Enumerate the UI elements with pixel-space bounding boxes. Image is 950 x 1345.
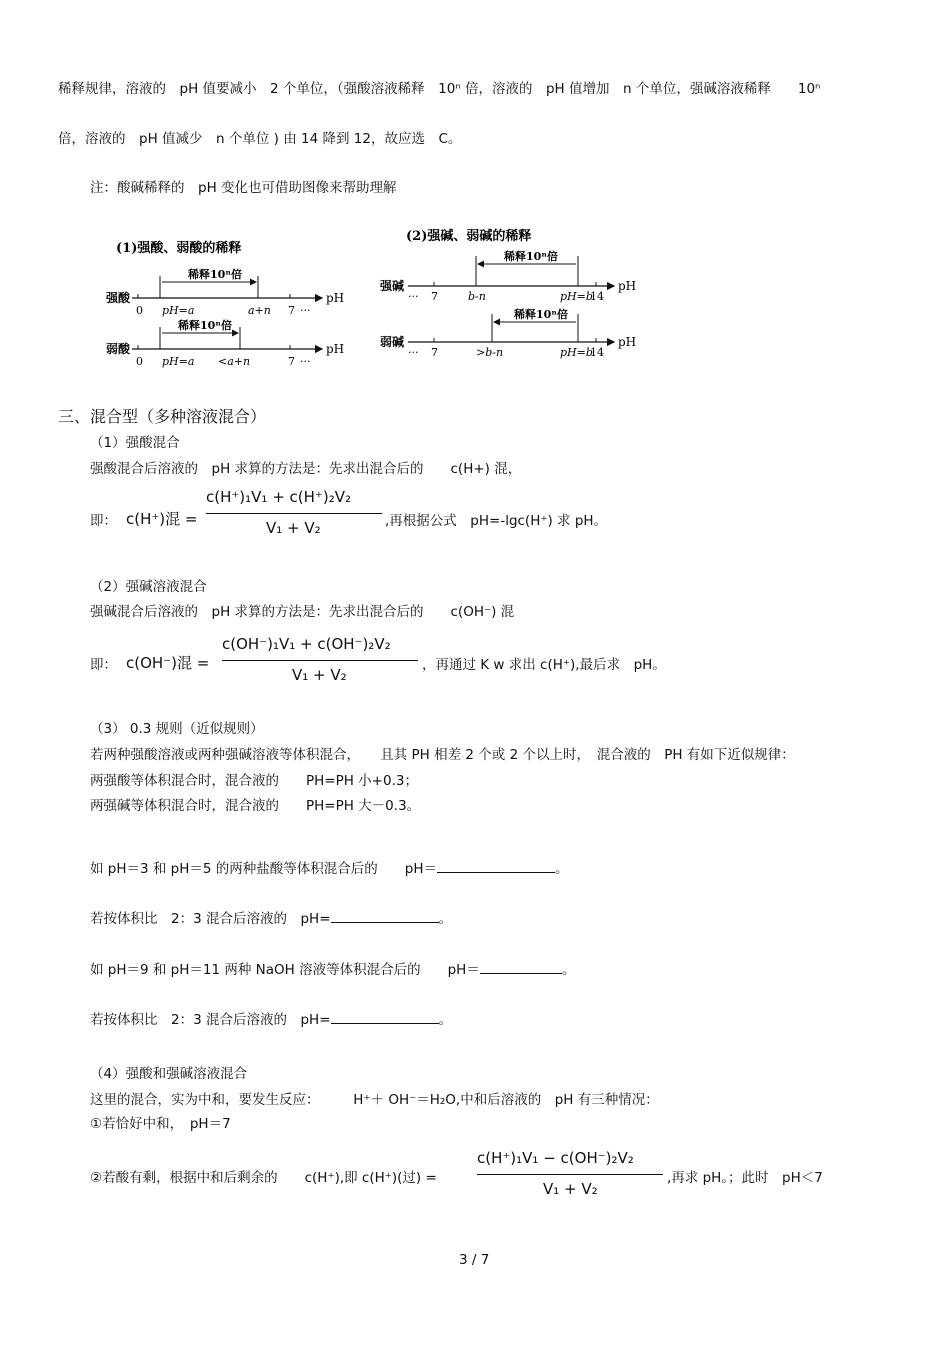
s3-line-1: 若两种强酸溶液或两种强碱溶液等体积混合， 且其 PH 相差 2 个或 2 个以上时， 混合液的 PH 有如下近似规律：: [90, 747, 795, 763]
strong-base-fourteen: 14: [590, 290, 604, 303]
s2-after: ，再通过 K w 求出 c(H⁺),最后求 pH。: [422, 657, 666, 673]
weak-base-seven: 7: [431, 346, 438, 359]
question-3: [90, 958, 575, 978]
weak-base-fourteen: 14: [590, 346, 604, 359]
s2-heading: （2）强碱溶液混合: [90, 579, 207, 595]
strong-base-dots: ···: [408, 290, 419, 303]
s3-line-2: 两强酸等体积混合时，混合液的 PH=PH 小+0.3；: [90, 773, 418, 789]
s2-formula-denominator: V₁ + V₂: [292, 666, 347, 684]
strong-base-arrow-label: 稀释10ⁿ倍: [504, 250, 559, 263]
strong-acid-seven: 7: [288, 304, 295, 317]
weak-base-gt-bmn: >b-n: [476, 346, 504, 359]
s1-formula-numerator: c(H⁺)₁V₁ + c(H⁺)₂V₂: [206, 488, 351, 506]
s3-heading: （3） 0.3 规则（近似规则）: [90, 721, 264, 737]
s1-formula-lhs: c(H⁺)混 =: [126, 510, 198, 528]
weak-acid-zero: 0: [136, 355, 143, 368]
base-dilution-diagram: [378, 222, 648, 367]
s2-desc: 强碱混合后溶液的 pH 求算的方法是：先求出混合后的 c(OH⁻) 混: [90, 604, 515, 620]
s2-ji: 即：: [90, 657, 117, 673]
weak-base-arrow-label: 稀释10ⁿ倍: [514, 308, 569, 321]
s4-formula-denominator: V₁ + V₂: [543, 1180, 598, 1198]
question-4-end: 。: [438, 1012, 453, 1028]
question-1-end: 。: [555, 861, 569, 877]
strong-base-bmn: b-n: [468, 290, 486, 303]
weak-acid-seven: 7: [288, 355, 295, 368]
question-4-blank[interactable]: [331, 1022, 439, 1024]
strong-acid-dots: ···: [300, 304, 311, 317]
weak-acid-pha: pH=a: [162, 355, 195, 368]
weak-acid-label: 弱酸: [106, 342, 131, 356]
strong-base-seven: 7: [431, 290, 438, 303]
acid-dilution-diagram: [100, 232, 350, 372]
strong-acid-ph: pH: [326, 291, 345, 305]
section-3-title: 三、混合型（多种溶液混合）: [58, 407, 267, 426]
strong-acid-apn: a+n: [248, 304, 271, 317]
question-2-blank[interactable]: [331, 921, 439, 923]
question-1-text: 如 pH＝3 和 pH＝5 的两种盐酸等体积混合后的 pH＝: [90, 861, 438, 877]
s3-line-3: 两强碱等体积混合时，混合液的 PH=PH 大－0.3。: [90, 798, 421, 814]
question-2-end: 。: [438, 911, 453, 927]
question-1-blank[interactable]: [437, 871, 555, 873]
intro-line-2: 倍，溶液的 pH 值减少 n 个单位 ) 由 14 降到 12，故应选 C。: [58, 131, 462, 147]
strong-base-ph: pH: [618, 279, 637, 293]
s1-formula-denominator: V₁ + V₂: [266, 519, 321, 537]
note-line: 注：酸碱稀释的 pH 变化也可借助图像来帮助理解: [90, 180, 397, 196]
strong-acid-label: 强酸: [106, 291, 131, 305]
strong-base-label: 强碱: [380, 279, 405, 293]
question-4: [90, 1008, 452, 1028]
question-4-text: 若按体积比 2：3 混合后溶液的 pH=: [90, 1012, 331, 1028]
question-3-blank[interactable]: [480, 972, 562, 974]
question-3-text: 如 pH＝9 和 pH＝11 两种 NaOH 溶液等体积混合后的 pH＝: [90, 962, 480, 978]
s2-formula-lhs: c(OH⁻)混 =: [126, 654, 210, 672]
weak-acid-lt-apn: <a+n: [218, 355, 251, 368]
question-2: [90, 907, 452, 927]
acid-diagram-title: (1)强酸、弱酸的稀释: [116, 241, 242, 256]
s4-case-2-post: ,再求 pH。；此时 pH＜7: [667, 1170, 823, 1186]
weak-base-label: 弱碱: [380, 335, 405, 349]
weak-base-ph: pH: [618, 335, 637, 349]
weak-acid-arrow-label: 稀释10ⁿ倍: [178, 319, 233, 332]
intro-line-1: 稀释规律，溶液的 pH 值要减小 2 个单位，（强酸溶液稀释 10ⁿ 倍，溶液的 pH 值增加 n 个单位，强碱溶液稀释 10ⁿ: [58, 81, 821, 97]
s4-line-1: 这里的混合，实为中和，要发生反应： H⁺＋ OH⁻＝H₂O,中和后溶液的 pH 有三种情况：: [90, 1092, 659, 1108]
s4-formula-numerator: c(H⁺)₁V₁ − c(OH⁻)₂V₂: [477, 1149, 634, 1167]
question-2-text: 若按体积比 2：3 混合后溶液的 pH=: [90, 911, 331, 927]
s1-ji: 即：: [90, 513, 117, 529]
s4-case-1: ①若恰好中和， pH＝7: [90, 1116, 231, 1132]
base-diagram-title: (2)强碱、弱碱的稀释: [406, 229, 532, 244]
s1-heading: （1）强酸混合: [90, 435, 180, 451]
question-1: [90, 857, 569, 877]
weak-acid-dots: ···: [300, 355, 311, 368]
strong-base-phb: pH=b: [560, 290, 593, 303]
strong-acid-arrow-label: 稀释10ⁿ倍: [188, 268, 243, 281]
s2-formula-numerator: c(OH⁻)₁V₁ + c(OH⁻)₂V₂: [222, 635, 391, 653]
s1-after: ,再根据公式 pH=-lgc(H⁺) 求 pH。: [385, 513, 608, 529]
page-number: 3 / 7: [459, 1252, 490, 1268]
question-3-end: 。: [561, 962, 576, 978]
weak-base-phb: pH=b: [560, 346, 593, 359]
s4-case-2-pre: ②若酸有剩，根据中和后剩余的 c(H⁺),即 c(H⁺)(过) =: [90, 1170, 437, 1186]
weak-acid-ph: pH: [326, 342, 345, 356]
strong-acid-zero: 0: [136, 304, 143, 317]
s4-heading: （4）强酸和强碱溶液混合: [90, 1066, 248, 1082]
s1-desc: 强酸混合后溶液的 pH 求算的方法是：先求出混合后的 c(H+) 混，: [90, 461, 522, 477]
weak-base-dots: ···: [408, 346, 419, 359]
strong-acid-pha: pH=a: [162, 304, 195, 317]
